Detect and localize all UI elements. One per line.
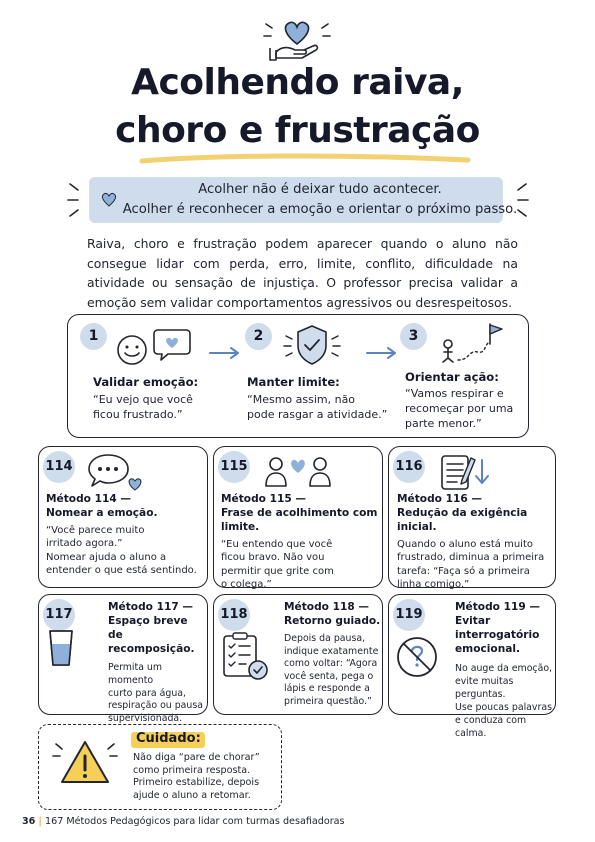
step-quote-2: “Mesmo assim, não pode rasgar a atividade.” (247, 393, 388, 421)
page-number: 36 (22, 816, 36, 827)
shield-check-icon (282, 322, 342, 368)
method-number-115: 115 (218, 451, 250, 483)
step-title-1: Validar emoção: (93, 375, 199, 389)
callout-line2: Acolher é reconhecer a emoção e orientar o próximo passo. (122, 202, 518, 217)
method-number-116: 116 (393, 451, 425, 483)
intro-paragraph: Raiva, choro e frustração podem aparecer quando o aluno não consegue lidar com perda, erro, limite, conflito, dificuldade na atividade ou sensação de injustiça. O professor precisa validar a emoção sem validar comportamentos agressivos ou desrespeitosos. (87, 236, 518, 310)
checklist-icon (220, 632, 270, 682)
method-number-114: 114 (43, 451, 75, 483)
no-question-icon (394, 634, 440, 680)
method-118-text: Método 118 — Retorno guiado. Depois da pausa, indique exatamente como voltar: “Agora você senta, pega o lápis e responde a primeira questão.” (284, 601, 381, 707)
method-number-119: 119 (393, 599, 425, 631)
page-footer (22, 816, 345, 827)
arrow-right-icon (365, 346, 399, 360)
method-116-text: Método 116 — Redução da exigência inicial. Quando o aluno está muito frustrado, diminua a primeira tarefa: “Faça só a primeira linha comigo.” (397, 493, 545, 591)
page-title-line2: choro e frustração (115, 110, 480, 151)
callout-line1: Acolher não é deixar tudo acontecer. (198, 182, 442, 197)
method-119-text: Método 119 — Evitar interrogatório emocional. No auge da emoção, evite muitas perguntas. Use poucas palavras e conduza com calma. (455, 601, 553, 739)
water-glass-icon (47, 628, 75, 668)
method-114-text: Método 114 — Nomear a emoção. “Você parece muito irritado agora.” Nomear ajuda o aluno a entender o que está sentindo. (46, 493, 197, 577)
method-115-text: Método 115 — Frase de acolhimento com limite. “Eu entendo que você ficou bravo. Não vou permitir que grite com o colega.” (221, 493, 378, 591)
smiley-speech-icon (112, 326, 192, 368)
two-people-heart-icon (264, 455, 334, 489)
method-number-118: 118 (218, 599, 250, 631)
callout-sparkle-left (66, 180, 86, 220)
warning-text: Não diga “pare de chorar” como primeira resposta. Primeiro estabilize, depois ajude o aluno a retomar. (133, 752, 260, 801)
method-117-text: Método 117 — Espaço breve de recomposição. Permita um momento curto para água, respiração ou pausa supervisionada. (108, 601, 203, 725)
arrow-right-icon (208, 346, 242, 360)
step-number-2: 2 (245, 323, 272, 350)
heart-icon (100, 191, 118, 207)
step-quote-1: “Eu vejo que você ficou frustrado.” (93, 393, 193, 421)
method-number-117: 117 (43, 599, 75, 631)
title-underline (140, 152, 470, 166)
step-quote-3: “Vamos respirar e recomeçar por uma parte menor.” (405, 387, 514, 430)
notepad-arrow-icon (440, 452, 490, 492)
path-flag-icon (438, 320, 508, 366)
step-title-2: Manter limite: (247, 375, 340, 389)
warning-title: Cuidado: (136, 731, 201, 746)
warning-icon (50, 734, 120, 786)
page-title-line1: Acolhendo raiva, (131, 62, 464, 103)
callout-text (120, 180, 520, 220)
book-title: 167 Métodos Pedagógicos para lidar com turmas desafiadoras (45, 816, 345, 827)
speech-bubble-heart-icon (88, 452, 148, 494)
footer-separator: | (38, 816, 42, 827)
heart-hand-icon (262, 12, 332, 64)
step-title-3: Orientar ação: (405, 370, 499, 384)
step-number-3: 3 (400, 323, 427, 350)
step-number-1: 1 (80, 323, 107, 350)
